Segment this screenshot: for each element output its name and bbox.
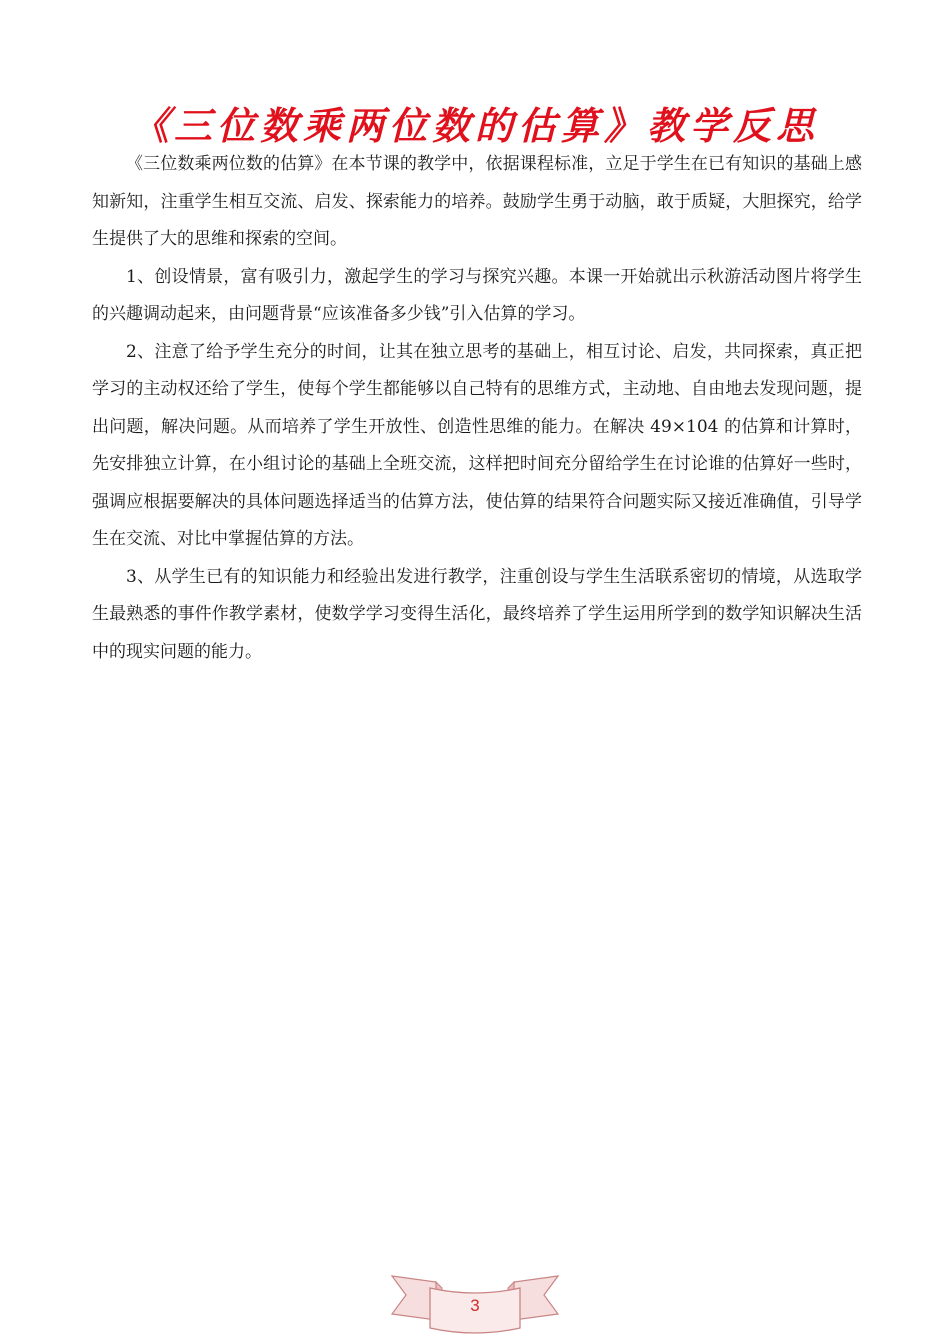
paragraph-point-3: 3、从学生已有的知识能力和经验出发进行教学，注重创设与学生生活联系密切的情境，从选取学生最熟悉的事件作教学素材，使数学学习变得生活化，最终培养了学生运用所学到的数学知识解决生活中的现实问题的能力。 bbox=[92, 566, 862, 662]
paragraph-intro: 《三位数乘两位数的估算》在本节课的教学中，依据课程标准，立足于学生在已有知识的基础上感知新知，注重学生相互交流、启发、探索能力的培养。鼓励学生勇于动脑，敢于质疑，大胆探究，给学生提供了大的思维和探索的空间。 bbox=[92, 154, 862, 249]
page-number-badge bbox=[390, 1268, 560, 1338]
page-number: 3 bbox=[470, 1296, 480, 1315]
paragraph-point-1: 1、创设情景，富有吸引力，激起学生的学习与探究兴趣。本课一开始就出示秋游活动图片将学生的兴趣调动起来，由问题背景“应该准备多少钱”引入估算的学习。 bbox=[92, 266, 862, 324]
document-body bbox=[92, 146, 862, 671]
page-title: 《三位数乘两位数的估算》教学反思 bbox=[130, 104, 819, 148]
paragraph-point-2: 2、注意了给予学生充分的时间，让其在独立思考的基础上，相互讨论、启发，共同探索，真正把学习的主动权还给了学生，使每个学生都能够以自己特有的思维方式，主动地、自由地去发现问题，提出问题，解决问题。从而培养了学生开放性、创造性思维的能力。在解决 49×104 的估算和计算时，先安排独立计算，在小组讨论的基础上全班交流，这样把时间充分留给学生在讨论谁的估算好一些时，强调应根据要解决的具体问题选择适当的估算方法，使估算的结果符合问题实际又接近准确值，引导学生在交流、对比中掌握估算的方法。 bbox=[92, 341, 862, 549]
